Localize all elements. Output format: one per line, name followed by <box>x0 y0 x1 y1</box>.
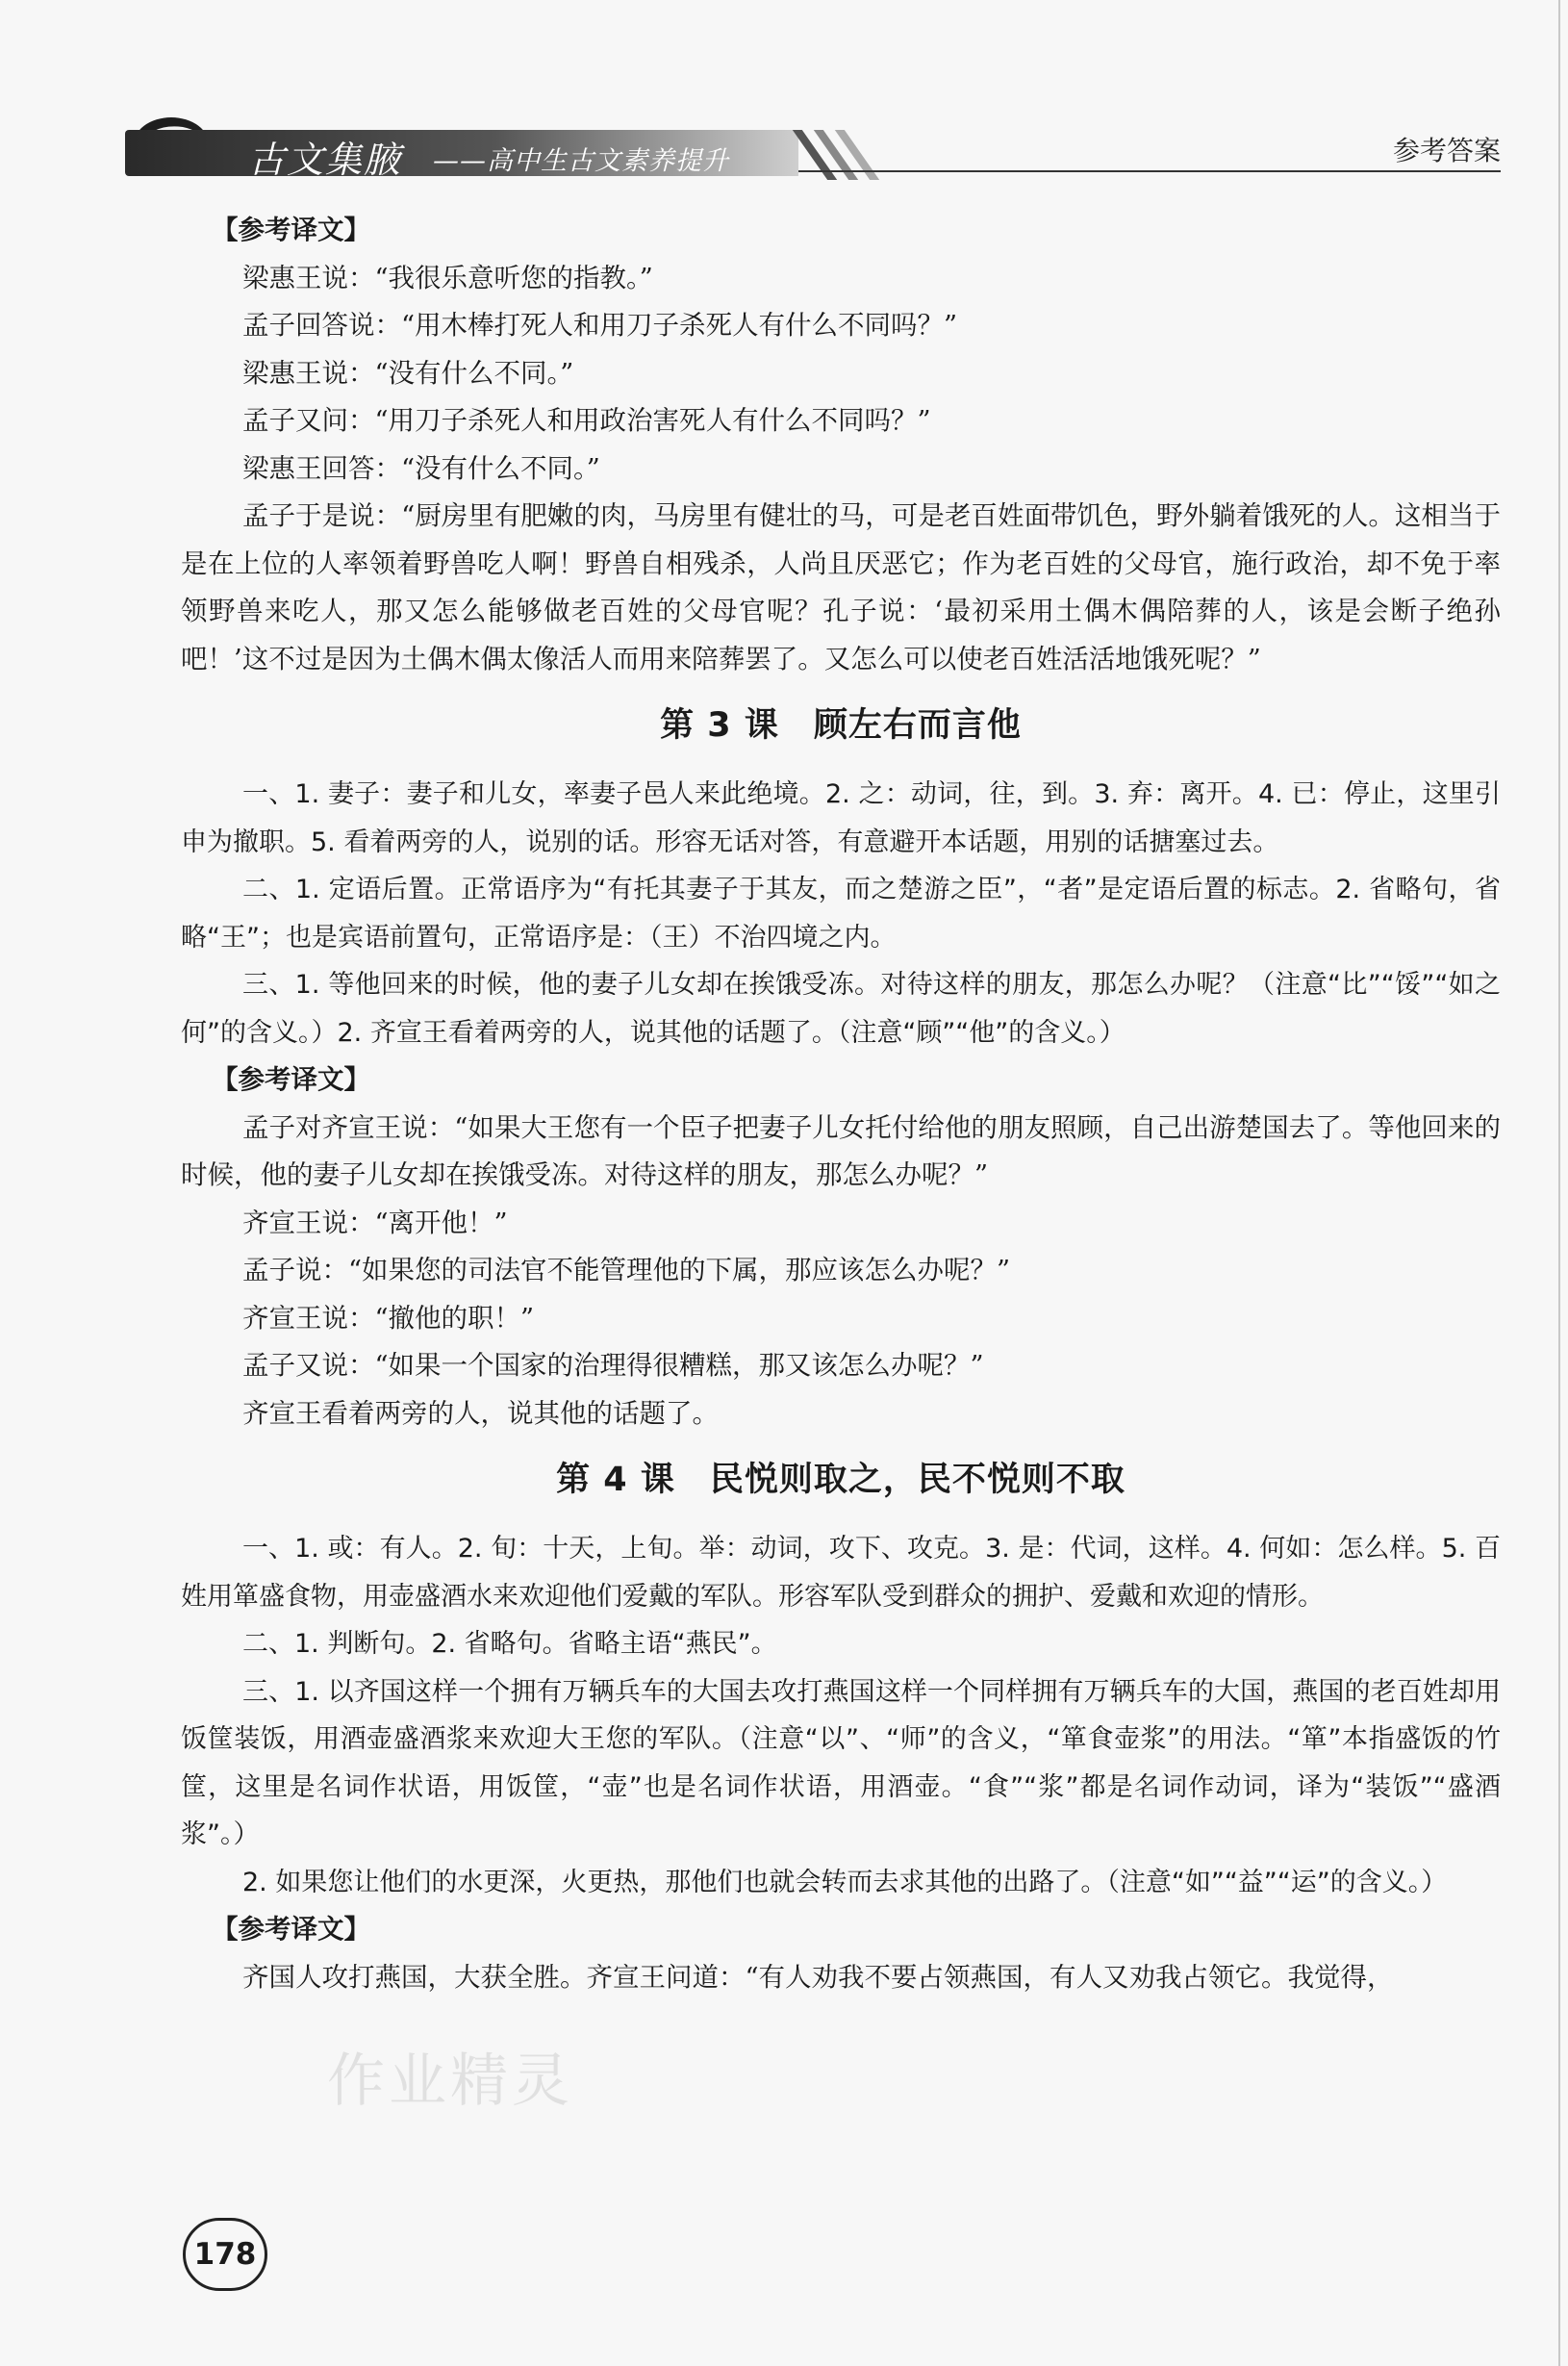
answer-item: 一、1. 妻子：妻子和儿女，率妻子邑人来此绝境。2. 之：动词，往，到。3. 弃：离开。4. 已：停止，这里引申为撤职。5. 看着两旁的人，说别的话。形容无话对答，有意避开本话题，用别的话搪塞过去。 <box>181 779 1501 857</box>
answer-item: 三、1. 以齐国这样一个拥有万辆兵车的大国去攻打燕国这样一个同样拥有万辆兵车的大国，燕国的老百姓却用饭筐装饭，用酒壶盛酒浆来欢迎大王您的军队。（注意“以”、“师”的含义，“箪食壶浆”的用法。“箪”本指盛饭的竹筐，这里是名词作状语，用饭筐，“壶”也是名词作状语，用酒壶。“食”“浆”都是名词作动词，译为“装饭”“盛酒浆”。） <box>181 1676 1501 1849</box>
header-stripes <box>798 130 904 176</box>
paragraph: 梁惠王回答：“没有什么不同。” <box>242 452 600 484</box>
paragraph: 孟子又问：“用刀子杀死人和用政治害死人有什么不同吗？” <box>242 405 931 436</box>
reference-translation-tag: 【参考译文】 <box>212 215 370 245</box>
book-title: 古文集腋 <box>248 139 403 181</box>
header-rule <box>798 170 1501 172</box>
page-number: 178 <box>183 2218 267 2291</box>
paragraph: 梁惠王说：“我很乐意听您的指教。” <box>242 262 653 293</box>
lesson-4-answers <box>181 1525 1501 1906</box>
paragraph: 齐宣王说：“撤他的职！” <box>242 1302 535 1334</box>
watermark: 作业精灵 <box>327 2048 573 2115</box>
answer-item: 2. 如果您让他们的水更深，火更热，那他们也就会转而去求其他的出路了。（注意“如”“益”“运”的含义。） <box>242 1867 1448 1897</box>
paragraph: 齐国人攻打燕国，大获全胜。齐宣王问道：“有人劝我不要占领燕国，有人又劝我占领它。我觉得， <box>242 1961 1394 1993</box>
reference-translation-tag: 【参考译文】 <box>212 1914 370 1945</box>
paragraph: 孟子于是说：“厨房里有肥嫩的肉，马房里有健壮的马，可是老百姓面带饥色，野外躺着饿死的人。这相当于是在上位的人率领着野兽吃人啊！野兽自相残杀，人尚且厌恶它；作为老百姓的父母官，施行政治，却不免于率领野兽来吃人，那又怎么能够做老百姓的父母官呢？孔子说：‘最初采用土偶木偶陪葬的人，该是会断子绝孙吧！’这不过是因为土偶木偶太像活人而用来陪葬罢了。又怎么可以使老百姓活活地饿死呢？” <box>181 500 1501 674</box>
paragraph: 孟子回答说：“用木棒打死人和用刀子杀死人有什么不同吗？” <box>242 310 958 341</box>
paragraph: 孟子说：“如果您的司法官不能管理他的下属，那应该怎么办呢？” <box>242 1255 1011 1285</box>
paragraph: 孟子又说：“如果一个国家的治理得很糟糕，那又该怎么办呢？” <box>242 1350 984 1381</box>
page-content <box>181 207 1501 2001</box>
page-header <box>125 101 1501 188</box>
section-label: 参考答案 <box>1392 135 1501 166</box>
answer-item: 二、1. 定语后置。正常语序为“有托其妻子于其友，而之楚游之臣”，“者”是定语后置的标志。2. 省略句，省略“王”；也是宾语前置句，正常语序是：（王）不治四境之内。 <box>181 875 1501 953</box>
answer-item: 三、1. 等他回来的时候，他的妻子儿女却在挨饿受冻。对待这样的朋友，那怎么办呢？（注意“比”“馁”“如之何”的含义。）2. 齐宣王看着两旁的人，说其他的话题了。（注意“顾”“他”的含义。） <box>181 970 1501 1048</box>
page-edge <box>1558 0 1560 2366</box>
reference-translation-tag: 【参考译文】 <box>212 1064 370 1095</box>
paragraph: 齐宣王说：“离开他！” <box>242 1207 508 1238</box>
answer-item: 一、1. 或：有人。2. 旬：十天，上旬。举：动词，攻下、攻克。3. 是：代词，这样。4. 何如：怎么样。5. 百姓用箪盛食物，用壶盛酒水来欢迎他们爱戴的军队。形容军队受到群众的拥护、爱戴和欢迎的情形。 <box>181 1534 1501 1612</box>
lesson-4-title: 第 4 课 民悦则取之，民不悦则不取 <box>556 1461 1125 1499</box>
lesson-3-title: 第 3 课 顾左右而言他 <box>660 706 1022 745</box>
paragraph: 孟子对齐宣王说：“如果大王您有一个臣子把妻子儿女托付给他的朋友照顾，自己出游楚国去了。等他回来的时候，他的妻子儿女却在挨饿受冻。对待这样的朋友，那怎么办呢？” <box>181 1111 1501 1190</box>
paragraph: 齐宣王看着两旁的人，说其他的话题了。 <box>242 1397 719 1429</box>
answer-item: 二、1. 判断句。2. 省略句。省略主语“燕民”。 <box>242 1629 777 1659</box>
lesson-3-answers <box>181 771 1501 1056</box>
book-subtitle: ——高中生古文素养提升 <box>433 146 729 176</box>
paragraph: 梁惠王说：“没有什么不同。” <box>242 357 574 389</box>
